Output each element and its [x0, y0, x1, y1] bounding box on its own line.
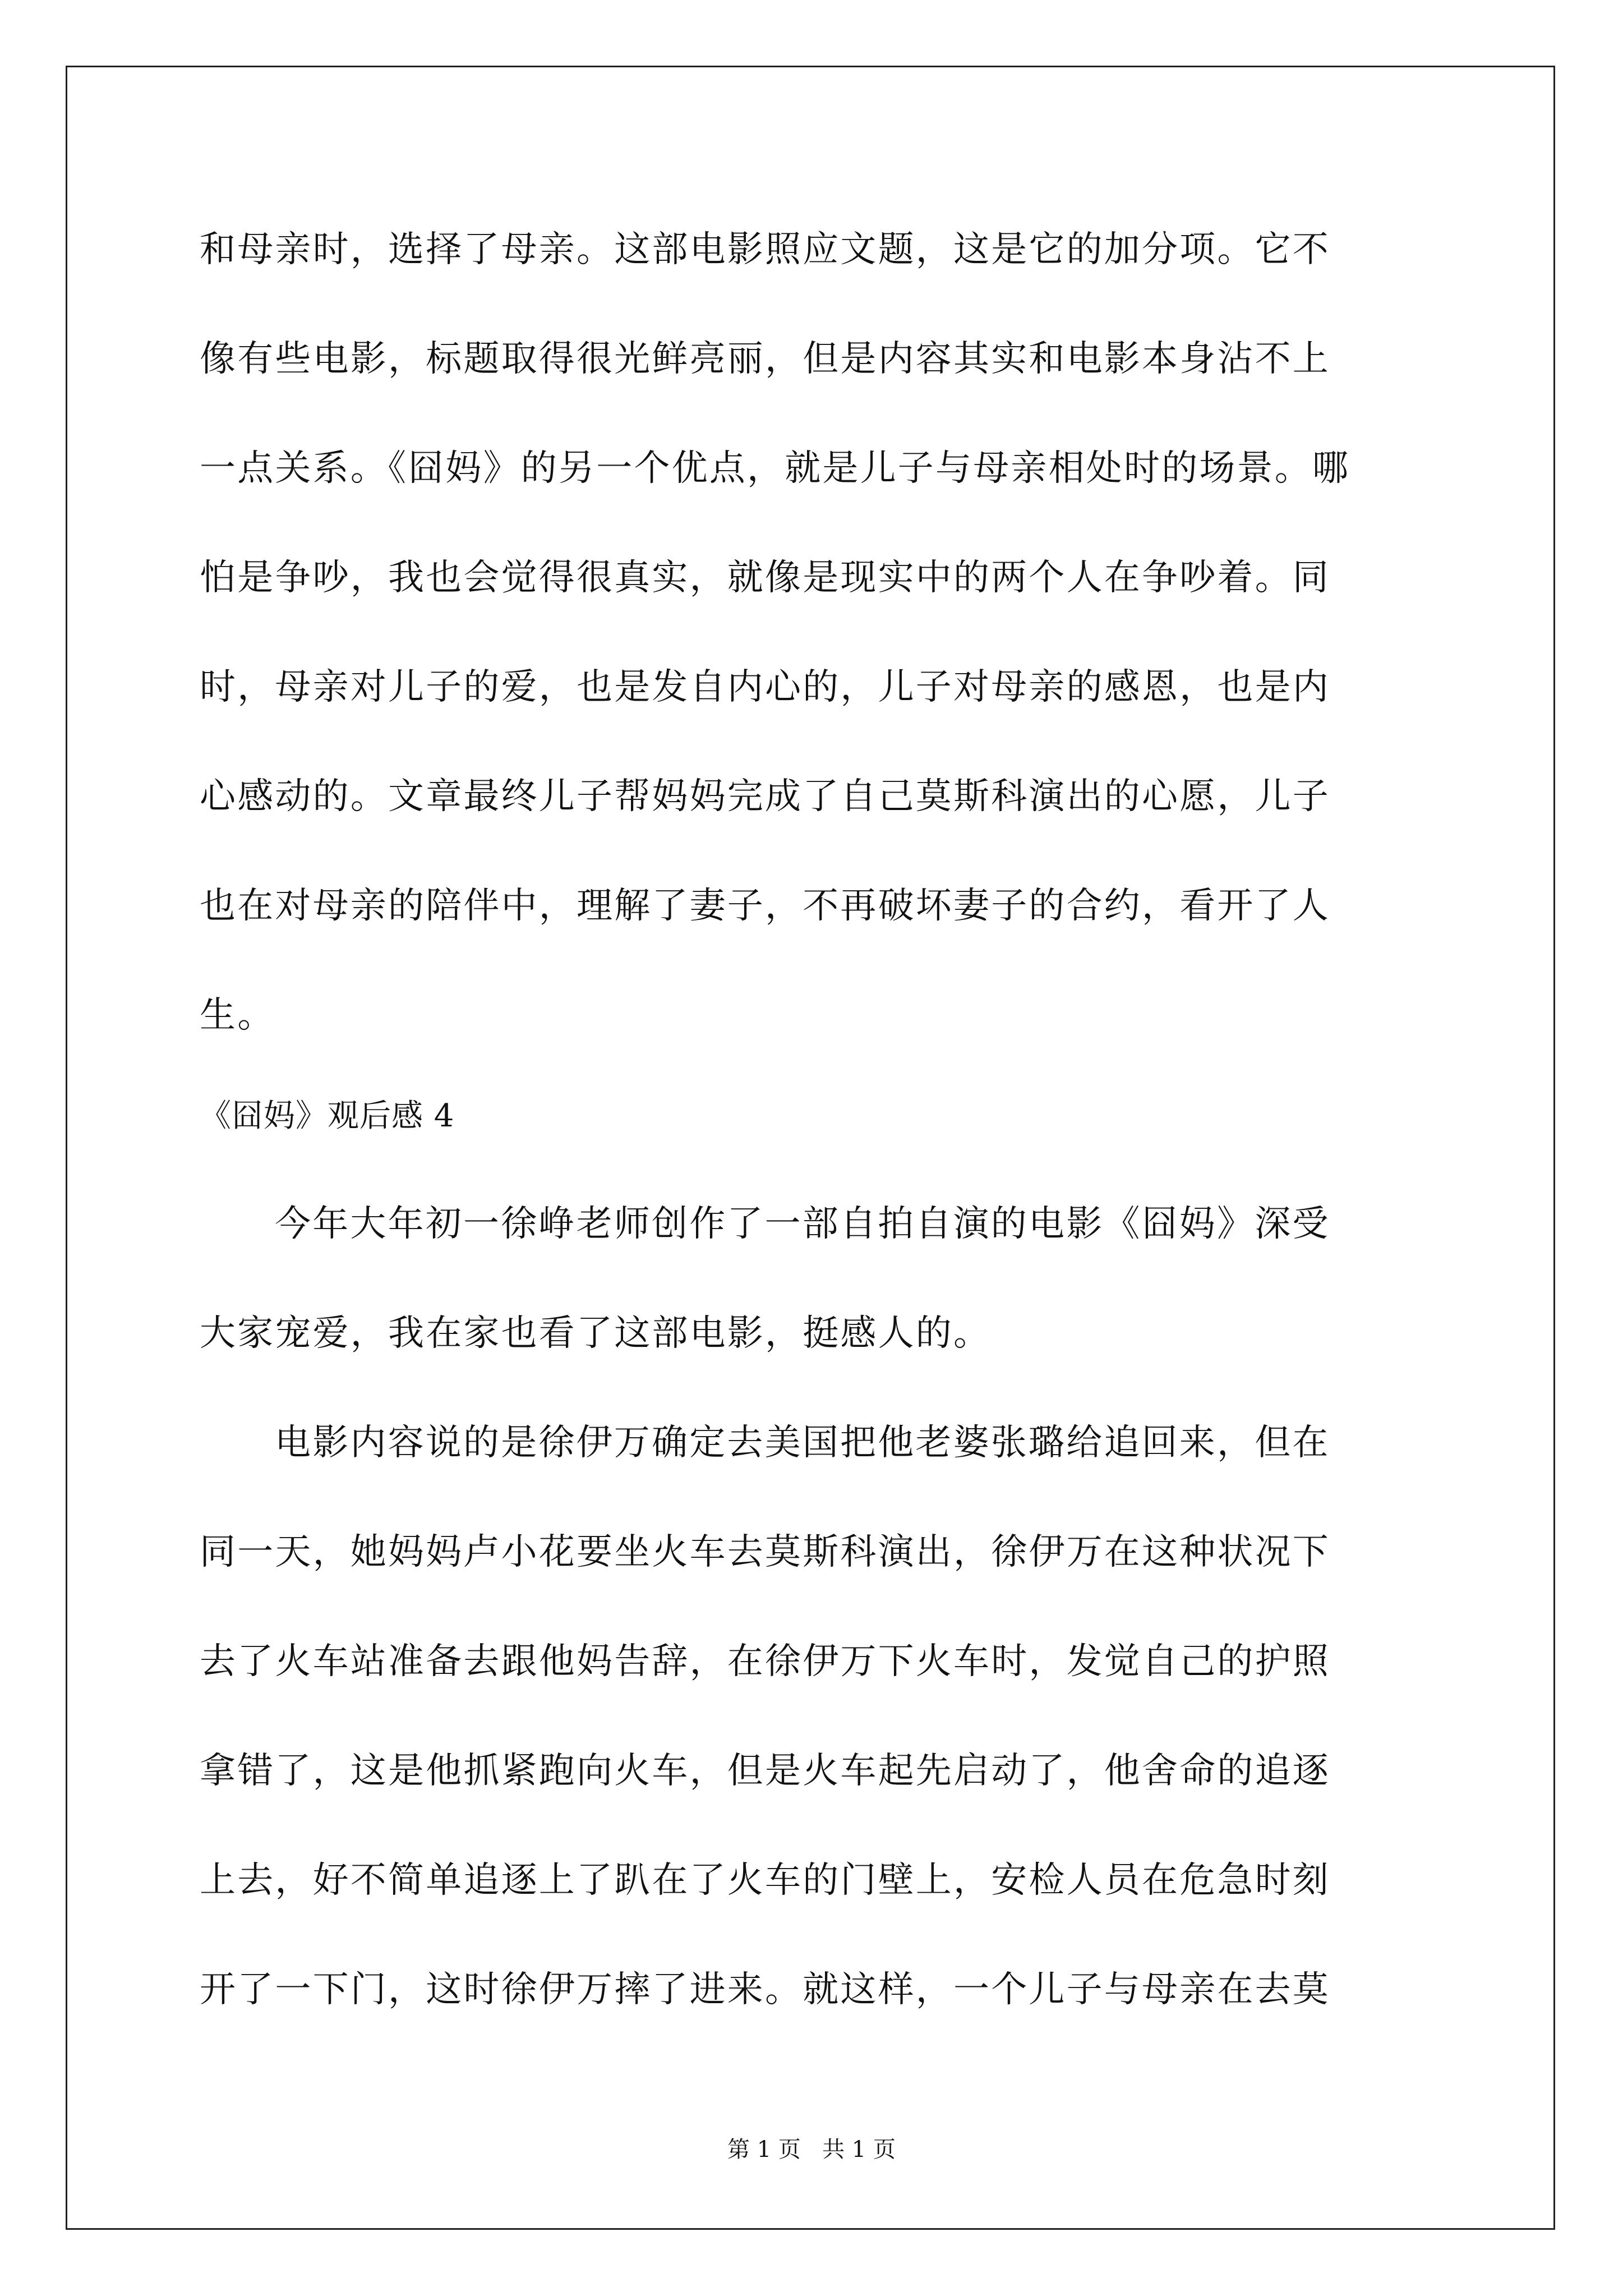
paragraph-line: 也在对母亲的陪伴中，理解了妻子，不再破坏妻子的合约，看开了人	[200, 885, 1330, 927]
paragraph-line: 怕是争吵，我也会觉得很真实，就像是现实中的两个人在争吵着。同	[200, 557, 1330, 599]
paragraph-line: 和母亲时，选择了母亲。这部电影照应文题，这是它的加分项。它不	[200, 229, 1330, 270]
section-heading: 《囧妈》观后感 4	[200, 1098, 455, 1134]
paragraph-line: 大家宠爱，我在家也看了这部电影，挺感人的。	[200, 1313, 992, 1354]
paragraph-line: 一点关系。《囧妈》的另一个优点，就是儿子与母亲相处时的场景。哪	[200, 448, 1350, 489]
paragraph-line: 生。	[200, 995, 275, 1036]
paragraph-line: 上去，好不简单追逐上了趴在了火车的门壁上，安检人员在危急时刻	[200, 1860, 1330, 1901]
paragraph-line: 去了火车站准备去跟他妈告辞，在徐伊万下火车时，发觉自己的护照	[200, 1641, 1330, 1682]
paragraph-line: 电影内容说的是徐伊万确定去美国把他老婆张璐给追回来，但在	[275, 1422, 1330, 1464]
paragraph-line: 像有些电影，标题取得很光鲜亮丽，但是内容其实和电影本身沾不上	[200, 338, 1330, 380]
paragraph-line: 开了一下门，这时徐伊万摔了进来。就这样，一个儿子与母亲在去莫	[200, 1969, 1330, 2010]
paragraph-line: 同一天，她妈妈卢小花要坐火车去莫斯科演出，徐伊万在这种状况下	[200, 1531, 1330, 1573]
page-footer: 第 1 页 共 1 页	[727, 2137, 896, 2162]
paragraph-line: 心感动的。文章最终儿子帮妈妈完成了自己莫斯科演出的心愿，儿子	[200, 776, 1330, 817]
paragraph-line: 时，母亲对儿子的爱，也是发自内心的，儿子对母亲的感恩，也是内	[200, 666, 1330, 708]
paragraph-line: 拿错了，这是他抓紧跑向火车，但是火车起先启动了，他舍命的追逐	[200, 1750, 1330, 1792]
paragraph-line: 今年大年初一徐峥老师创作了一部自拍自演的电影《囧妈》深受	[275, 1203, 1330, 1245]
page-border	[66, 66, 1555, 2230]
